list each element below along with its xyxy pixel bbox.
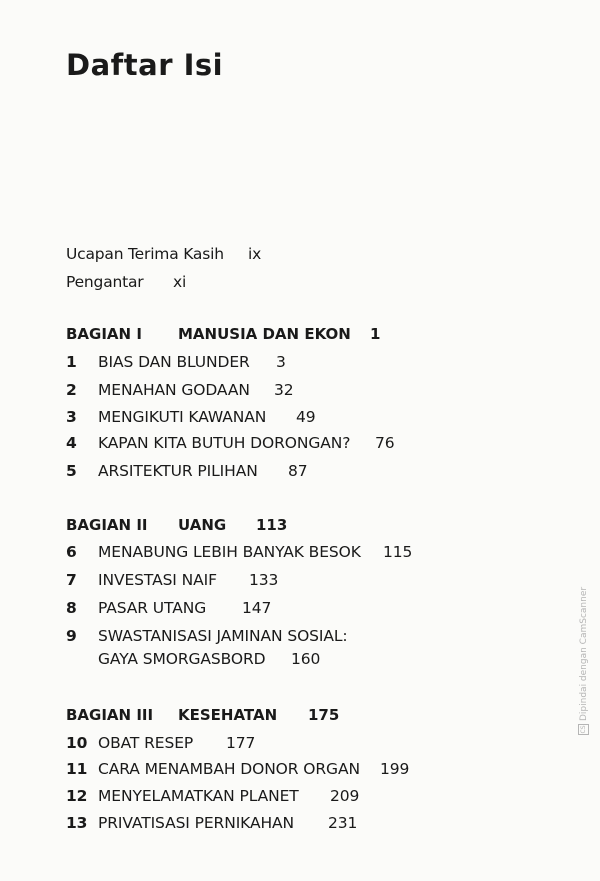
part-heading: [66, 325, 381, 343]
chapter-title: OBAT RESEP: [98, 734, 194, 752]
front-item-label: Pengantar: [66, 273, 144, 291]
chapter-title: CARA MENAMBAH DONOR ORGAN: [98, 760, 360, 778]
chapter-title: INVESTASI NAIF: [98, 571, 217, 589]
chapter-title: ARSITEKTUR PILIHAN: [98, 462, 258, 480]
chapter-title: MENGIKUTI KAWANAN: [98, 408, 267, 426]
front-item-page: ix: [248, 245, 262, 263]
chapter-number: 9: [66, 627, 77, 645]
chapter-page: 147: [242, 599, 272, 617]
chapter-title: PRIVATISASI PERNIKAHAN: [98, 814, 295, 832]
front-item: [66, 273, 187, 291]
part-page: 1: [370, 325, 381, 343]
chapter-number: 13: [66, 814, 88, 832]
chapter-number: 10: [66, 734, 88, 752]
chapter-number: 11: [66, 760, 88, 778]
chapter-page: 3: [276, 353, 286, 371]
chapter-page: 49: [296, 408, 316, 426]
part-heading: [66, 516, 288, 534]
front-item: [66, 245, 262, 263]
chapter-number: 12: [66, 787, 88, 805]
watermark-text: Dipindai dengan CamScanner: [579, 586, 589, 721]
chapter-number: 6: [66, 543, 77, 561]
part-name: KESEHATAN: [178, 706, 278, 724]
part-label: BAGIAN II: [66, 516, 148, 534]
chapter-title: BIAS DAN BLUNDER: [98, 353, 250, 371]
scanner-watermark: [578, 587, 589, 735]
chapter-title: MENAHAN GODAAN: [98, 381, 250, 399]
chapter-number: 5: [66, 462, 77, 480]
chapter-number: 3: [66, 408, 77, 426]
chapter-number: 4: [66, 434, 77, 452]
chapter-number: 2: [66, 381, 77, 399]
chapter-title-continued: GAYA SMORGASBORD: [98, 650, 266, 668]
part-page: 113: [256, 516, 288, 534]
part-heading: [66, 706, 340, 724]
chapter-number: 8: [66, 599, 77, 617]
front-item-page: xi: [173, 273, 187, 291]
camscanner-logo-icon: CS: [580, 725, 587, 734]
chapter-page: 32: [274, 381, 294, 399]
chapter-page: 231: [328, 814, 358, 832]
chapter-page: 115: [383, 543, 413, 561]
chapter-number: 1: [66, 353, 77, 371]
chapter-page: 76: [375, 434, 395, 452]
chapter-page: 209: [330, 787, 360, 805]
page-title: Daftar Isi: [66, 48, 224, 82]
part-name: MANUSIA DAN EKON: [178, 325, 351, 343]
part-label: BAGIAN III: [66, 706, 154, 724]
part-name: UANG: [178, 516, 227, 534]
chapter-page: 160: [291, 650, 321, 668]
chapter-page: 177: [226, 734, 256, 752]
chapter-title: MENYELAMATKAN PLANET: [98, 787, 299, 805]
chapter-page: 133: [249, 571, 279, 589]
part-page: 175: [308, 706, 340, 724]
part-label: BAGIAN I: [66, 325, 142, 343]
chapter-title: KAPAN KITA BUTUH DORONGAN?: [98, 434, 351, 452]
chapter-title: SWASTANISASI JAMINAN SOSIAL:: [98, 627, 348, 645]
chapter-page: 87: [288, 462, 308, 480]
chapter-page: 199: [380, 760, 410, 778]
chapter-title: MENABUNG LEBIH BANYAK BESOK: [98, 543, 361, 561]
chapter-title: PASAR UTANG: [98, 599, 207, 617]
front-item-label: Ucapan Terima Kasih: [66, 245, 224, 263]
chapter-number: 7: [66, 571, 77, 589]
